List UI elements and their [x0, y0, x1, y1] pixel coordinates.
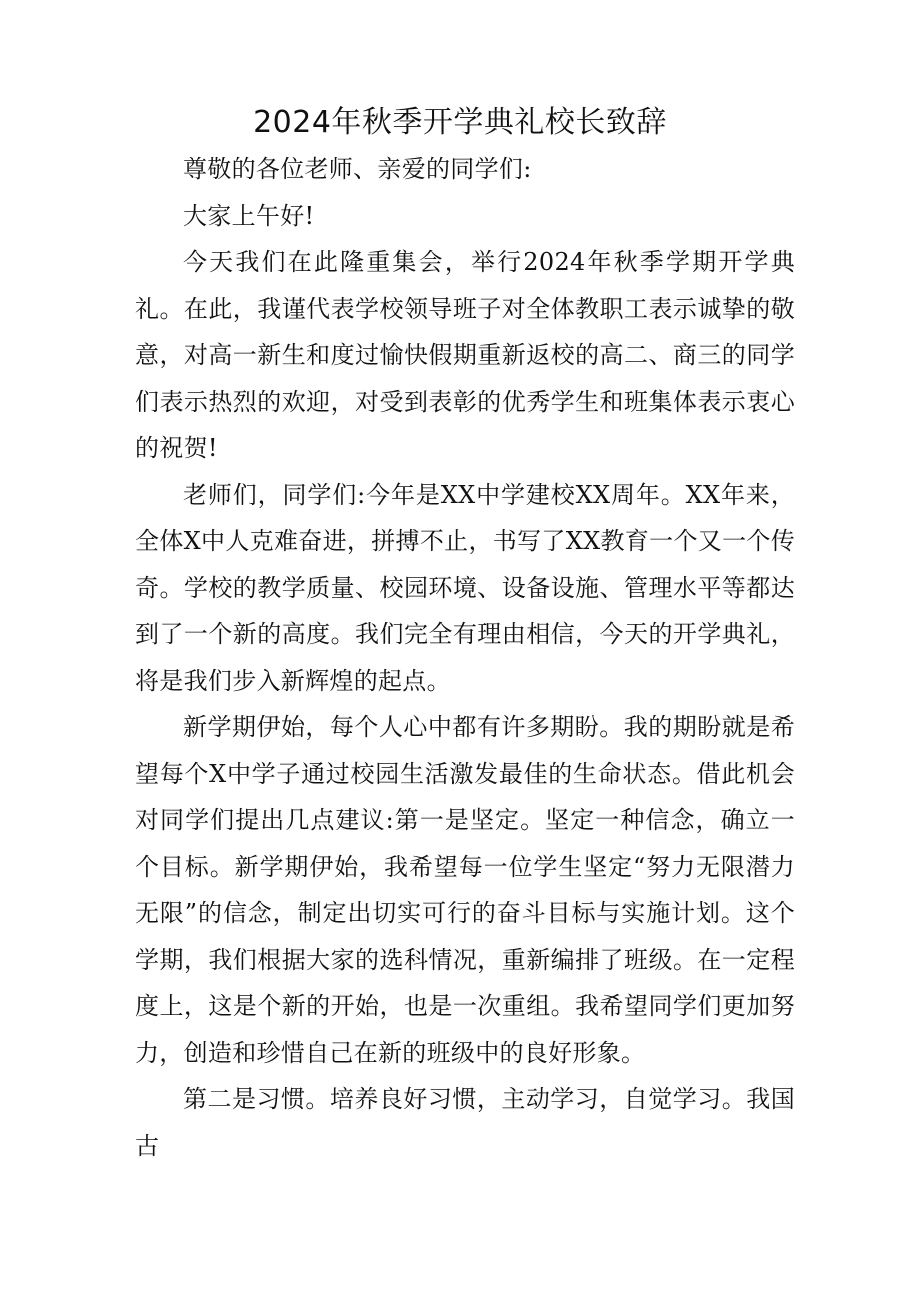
- body-paragraph: 第二是习惯。培养良好习惯，主动学习，自觉学习。我国古: [135, 1085, 795, 1160]
- document-title: 2024年秋季开学典礼校长致辞: [253, 105, 667, 140]
- body-paragraph: 新学期伊始，每个人心中都有许多期盼。我的期盼就是希望每个X中学子通过校园生活激发最佳的生命状态。借此机会对同学们提出几点建议:第一是坚定。坚定一种信念，确立一个目标。新学期伊始，我希望每一位学生坚定“努力无限潜力无限”的信念，制定出切实可行的奋斗目标与实施计划。这个学期，我们根据大家的选科情况，重新编排了班级。在一定程度上，这是个新的开始，也是一次重组。我希望同学们更加努力，创造和珍惜自己在新的班级中的良好形象。: [135, 713, 795, 1067]
- greeting-paragraph: 大家上午好!: [183, 201, 315, 230]
- salutation-paragraph: 尊敬的各位老师、亲爱的同学们:: [183, 155, 532, 183]
- document-body: [135, 146, 795, 1169]
- body-paragraph: 老师们，同学们:今年是XX中学建校XX周年。XX年来，全体X中人克难奋进，拼搏不止，书写了XX教育一个又一个传奇。学校的教学质量、校园环境、设备设施、管理水平等都达到了一个新的高度。我们完全有理由相信，今天的开学典礼，将是我们步入新辉煌的起点。: [135, 480, 795, 695]
- body-paragraph: 今天我们在此隆重集会，举行2024年秋季学期开学典礼。在此，我谨代表学校领导班子对全体教职工表示诚挚的敬意，对高一新生和度过愉快假期重新返校的高二、商三的同学们表示热烈的欢迎，对受到表彰的优秀学生和班集体表示衷心的祝贺!: [135, 248, 795, 462]
